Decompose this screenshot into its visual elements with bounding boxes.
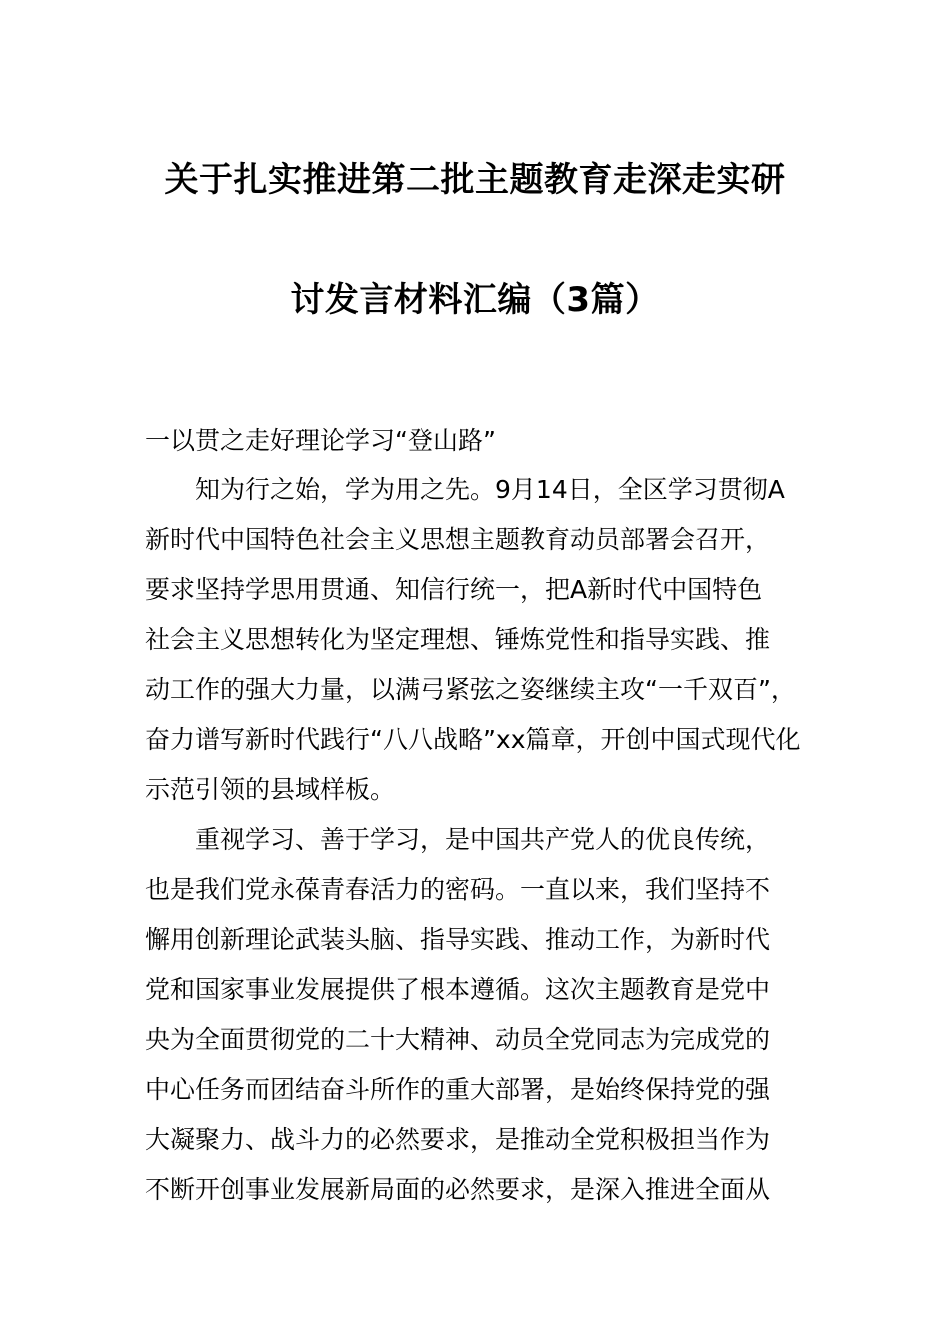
paragraph-1: [145, 465, 810, 815]
document-title-line-2: 讨发言材料汇编（3篇）: [290, 280, 660, 320]
paragraph-line: 示范引领的县域样板。: [145, 775, 396, 804]
paragraph-line: 新时代中国特色社会主义思想主题教育动员部署会召开，: [145, 525, 771, 554]
paragraph-line: 党和国家事业发展提供了根本遵循。这次主题教育是党中: [145, 975, 771, 1004]
paragraph-line: 也是我们党永葆青春活力的密码。一直以来，我们坚持不: [145, 875, 771, 904]
paragraph-line: 央为全面贯彻党的二十大精神、动员全党同志为完成党的: [145, 1025, 771, 1054]
document-title-line-1: 关于扎实推进第二批主题教育走深走实研: [164, 160, 786, 200]
paragraph-line: 要求坚持学思用贯通、知信行统一，把A新时代中国特色: [145, 575, 763, 604]
paragraph-line: 重视学习、善于学习，是中国共产党人的优良传统，: [195, 825, 771, 854]
section-heading-text: 一以贯之走好理论学习“登山路”: [145, 426, 496, 455]
paragraph-line: 社会主义思想转化为坚定理想、锤炼党性和指导实践、推: [145, 625, 771, 654]
paragraph-line: 中心任务而团结奋斗所作的重大部署，是始终保持党的强: [145, 1075, 771, 1104]
paragraph-line: 不断开创事业发展新局面的必然要求，是深入推进全面从: [145, 1175, 771, 1204]
section-heading: [145, 416, 810, 466]
paragraph-2: [145, 815, 810, 1215]
paragraph-line: 大凝聚力、战斗力的必然要求，是推动全党积极担当作为: [145, 1125, 771, 1154]
paragraph-line: 动工作的强大力量，以满弓紧弦之姿继续主攻“一千双百”，: [145, 675, 796, 704]
paragraph-line: 懈用创新理论武装头脑、指导实践、推动工作，为新时代: [145, 925, 771, 954]
paragraph-line: 奋力谱写新时代践行“八八战略”xx篇章，开创中国式现代化: [145, 725, 801, 754]
paragraph-line: 知为行之始，学为用之先。9月14日，全区学习贯彻A: [195, 475, 785, 504]
